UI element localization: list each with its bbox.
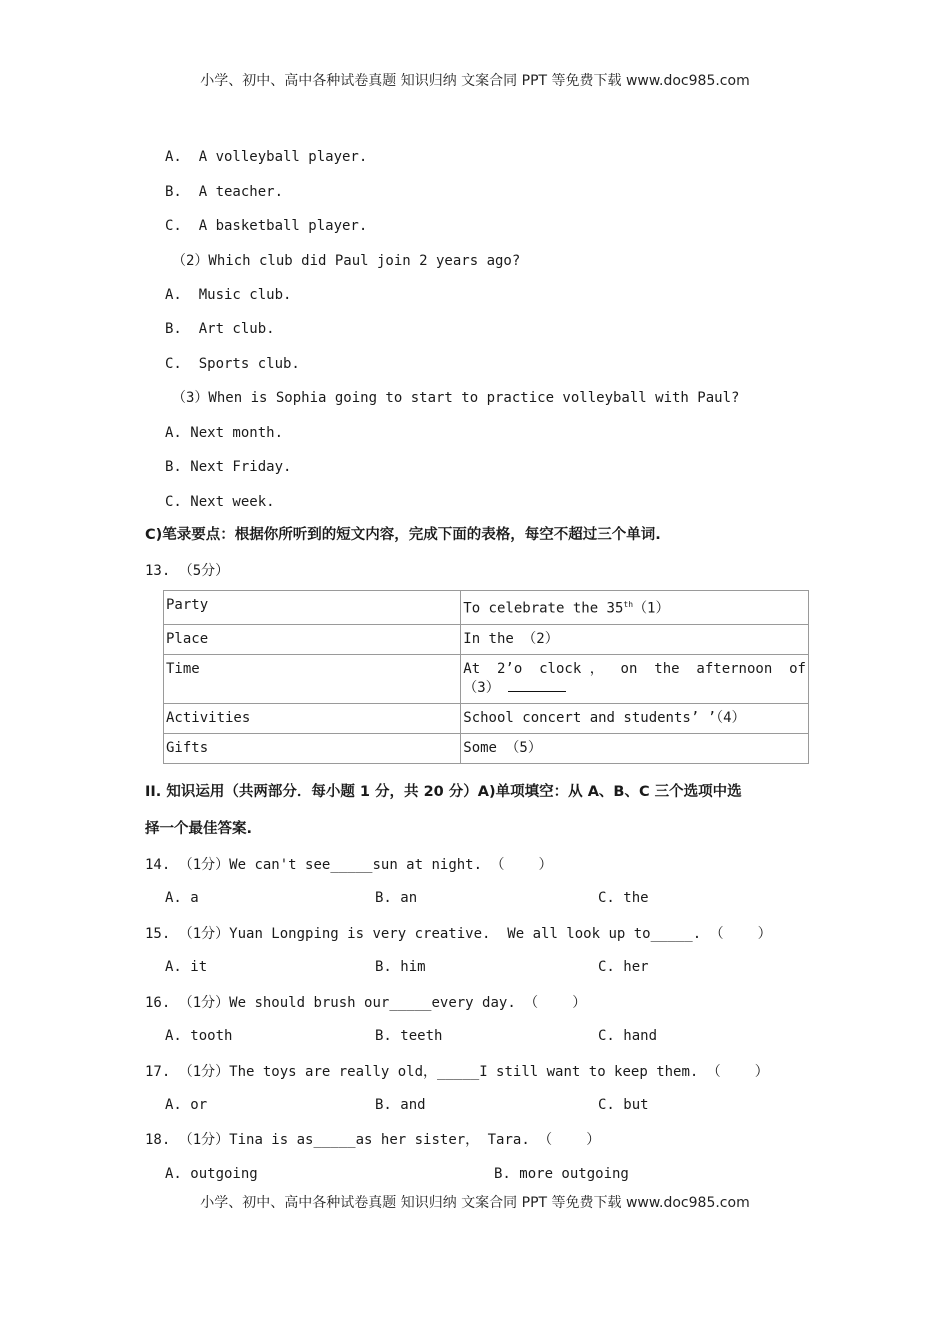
q14-pre: We can't see	[229, 857, 331, 873]
q2-option-c: C. Sports club.	[165, 356, 300, 372]
party-sup: th	[623, 600, 634, 609]
q15-stem	[145, 925, 772, 943]
q16-num: 16. （1分）	[145, 995, 230, 1011]
page-header: 小学、初中、高中各种试卷真题 知识归纳 文案合同 PPT 等免费下载 www.doc985.com	[200, 73, 750, 89]
q15-blank: _____	[650, 926, 693, 942]
q18-option-b: B. more outgoing	[494, 1166, 629, 1182]
q14-option-a: A. a	[165, 890, 199, 906]
table-row	[164, 733, 809, 763]
q15-pre: Yuan Longping is very creative. We all look up to	[229, 926, 651, 942]
row-label-party: Party	[164, 591, 461, 625]
q17-option-c: C. but	[598, 1097, 649, 1113]
q17-num: 17. （1分）	[145, 1064, 230, 1080]
q1-option-b: B. A teacher.	[165, 184, 284, 200]
q14-stem	[145, 856, 552, 874]
row-value-place: In the （2）	[461, 624, 809, 654]
q17-post: I still want to keep them. （	[479, 1064, 721, 1080]
q16-blank: _____	[389, 995, 432, 1011]
q17-option-b: B. and	[375, 1097, 426, 1113]
table-row	[164, 703, 809, 733]
q15-option-b: B. him	[375, 959, 426, 975]
q3-stem: （3）When is Sophia going to start to practice volleyball with Paul?	[172, 390, 740, 406]
table-row	[164, 591, 809, 625]
q16-option-c: C. hand	[598, 1028, 658, 1044]
q18-end: ）	[586, 1132, 601, 1148]
row-value-party	[461, 591, 809, 625]
q1-option-c: C. A basketball player.	[165, 218, 368, 234]
q2-option-a: A. Music club.	[165, 287, 292, 303]
q16-option-a: A. tooth	[165, 1028, 233, 1044]
q14-end: ）	[538, 857, 553, 873]
q16-end: ）	[572, 995, 587, 1011]
q14-option-b: B. an	[375, 890, 418, 906]
q15-end: ）	[757, 926, 772, 942]
q2-option-b: B. Art club.	[165, 321, 275, 337]
q15-option-a: A. it	[165, 959, 208, 975]
q18-stem	[145, 1131, 600, 1149]
time-line2	[463, 678, 806, 697]
q17-end: ）	[754, 1064, 769, 1080]
section-ii-line2: 择一个最佳答案.	[145, 821, 253, 837]
q16-stem	[145, 994, 586, 1012]
q15-post: . （	[692, 926, 724, 942]
q18-blank: _____	[313, 1132, 356, 1148]
section-c-title: C)笔录要点：根据你所听到的短文内容，完成下面的表格，每空不超过三个单词.	[145, 527, 661, 543]
row-value-activities: School concert and students’ ’（4）	[461, 703, 809, 733]
q14-blank: _____	[330, 857, 373, 873]
notes-table	[163, 590, 809, 764]
q18-pre: Tina is as	[229, 1132, 314, 1148]
q15-num: 15. （1分）	[145, 926, 230, 942]
q18-option-a: A. outgoing	[165, 1166, 258, 1182]
row-label-time: Time	[164, 654, 461, 703]
time-blank	[508, 678, 566, 692]
row-label-place: Place	[164, 624, 461, 654]
q3-option-a: A. Next month.	[165, 425, 284, 441]
q16-pre: We should brush our	[229, 995, 390, 1011]
table-row	[164, 624, 809, 654]
q13-label: 13. （5分）	[145, 563, 230, 579]
q1-option-a: A. A volleyball player.	[165, 149, 368, 165]
q3-option-b: B. Next Friday.	[165, 459, 292, 475]
q17-pre: The toys are really old，	[229, 1064, 438, 1080]
time-line1: At 2’o clock ， on the afternoon of	[463, 660, 806, 677]
q18-num: 18. （1分）	[145, 1132, 230, 1148]
q14-option-c: C. the	[598, 890, 649, 906]
section-ii-line1: II. 知识运用（共两部分．每小题 1 分，共 20 分）A)单项填空：从 A、B、C 三个选项中选	[145, 784, 742, 800]
q14-post: sun at night. （	[372, 857, 505, 873]
q18-post: as her sister， Tara. （	[355, 1132, 553, 1148]
q2-stem: （2）Which club did Paul join 2 years ago?	[172, 253, 521, 269]
q17-blank: _____	[437, 1064, 480, 1080]
row-label-activities: Activities	[164, 703, 461, 733]
table-row	[164, 654, 809, 703]
row-label-gifts: Gifts	[164, 733, 461, 763]
q16-option-b: B. teeth	[375, 1028, 443, 1044]
q3-option-c: C. Next week.	[165, 494, 275, 510]
q17-stem	[145, 1063, 769, 1081]
row-value-time	[461, 654, 809, 703]
row-value-gifts: Some （5）	[461, 733, 809, 763]
q17-option-a: A. or	[165, 1097, 208, 1113]
page-footer: 小学、初中、高中各种试卷真题 知识归纳 文案合同 PPT 等免费下载 www.doc985.com	[200, 1195, 750, 1211]
q16-post: every day. （	[431, 995, 539, 1011]
party-pre: To celebrate the 35	[463, 600, 624, 617]
q14-num: 14. （1分）	[145, 857, 230, 873]
q15-option-c: C. her	[598, 959, 649, 975]
party-post: （1）	[633, 600, 670, 617]
time-line2-text: （3）	[463, 679, 500, 696]
